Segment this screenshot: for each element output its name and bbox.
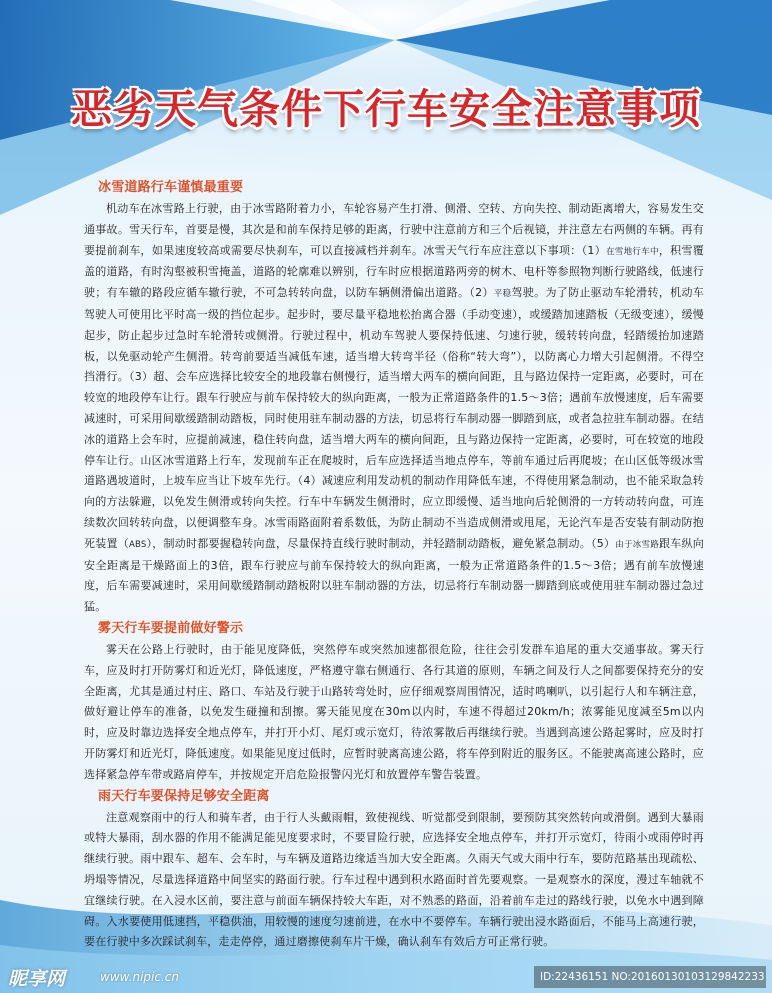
section-heading-rain: 雨天行车要保持足够安全距离 [98, 788, 270, 804]
article-body [84, 177, 704, 953]
page-title: 恶劣天气条件下行车安全注意事项 [71, 85, 701, 133]
section-fog [84, 618, 704, 786]
section-rain [84, 786, 704, 954]
section-snow [84, 177, 704, 618]
section-paragraph-rain: 注意观察雨中的行人和骑车者，由于行人头戴雨帽，致使视线、听觉都受到限制，要预防其突然转向或滑倒。遇到大暴雨或特大暴雨，刮水器的作用不能满足能见度要求时，不要冒险行驶，应选择安全地点停车，并打开示宽灯，待雨小或雨停时再继续行驶。雨中跟车、超车、会车时，与车辆及道路边缘适当加大安全距离。久雨天气或大雨中行车，要防范路基出现疏松、坍塌等情况，尽量选择道路中间坚实的路面行驶。行车过程中遇到积水路面时首先要观察。一是观察水的深度，漫过车轴就不宜继续行驶。在入浸水区前，要注意与前面车辆保持较大车距，对不熟悉的路面，沿着前车走过的路线行驶，以免水中遇到障碍。入水要使用低速挡，平稳供油，用较慢的速度匀速前进，在水中不要停车。车辆行驶出浸水路面后，不能马上高速行驶，要在行驶中多次踩试刹车，走走停停，通过磨擦使刹车片干燥，确认刹车有效后方可正常行驶。 [84, 810, 704, 949]
section-heading-snow: 冰雪道路行车谨慎最重要 [98, 180, 244, 195]
watermark-url: www.nipic.cn [100, 970, 179, 984]
section-paragraph-fog: 雾天在公路上行驶时，由于能见度降低，突然停车或突然加速都很危险，往往会引发群车追尾的重大交通事故。雾天行车，应及时打开防雾灯和近光灯，降低速度，严格遵守靠右侧通行、各行其道的原则，车辆之间及行人之间都要保持充分的安全距离，尤其是通过村庄、路口、车站及行驶于山路转弯处时，应仔细观察周围情况，适时鸣喇叭，以引起行人和车辆注意，做好避让停车的准备，以免发生碰撞和刮擦。雾天能见度在30m以内时，车速不得超过20km/h；浓雾能见度减至5m以内时，应及时靠边选择安全地点停车，并打开小灯、尾灯或示宽灯，待浓雾散后再继续行驶。当遇到高速公路起雾时，应及时打开防雾灯和近光灯，降低速度。如果能见度过低时，应暂时驶离高速公路，将车停到附近的服务区。不能驶离高速公路时，应选择紧急停车带或路肩停车，并按规定开启危险报警闪光灯和放置停车警告装置。 [84, 642, 704, 781]
section-heading-fog: 雾天行车要提前做好警示 [98, 620, 244, 636]
section-paragraph-snow: 机动车在冰雪路上行驶，由于冰雪路附着力小，车轮容易产生打滑、侧滑、空转、方向失控、制动距离增大，容易发生交通事故。雪天行车，首要是慢，其次是和前车保持足够的距离，行驶中注意前方和三个后视镜，并注意左右两侧的车辆。再有要提前刹车，如果速度较高或需要尽快刹车，可以直接减档并刹车。冰雪天气行车应注意以下事项：（1）在雪地行车中，积雪覆盖的道路，有时沟壑被积雪掩盖，道路的轮廓难以辨别，行车时应根据道路两旁的树木、电杆等参照物判断行驶路线，低速行驶；有车辙的路段应循车辙行驶，不可急转转向盘，以防车辆侧滑偏出道路。（2）平稳驾驶。为了防止驱动车轮滑转，机动车驾驶人可使用比平时高一级的挡位起步。起步时，要尽量平稳地松抬离合器（手动变速），或缓踏加速踏板（无级变速），缓慢起步，防止起步过急时车轮滑转或侧滑。行驶过程中，机动车驾驶人要保持低速、匀速行驶，缓转转向盘，轻踏缓抬加速踏板，以免驱动轮产生侧滑。转弯前要适当减低车速，适当增大转弯半径（俗称“转大弯”），以防离心力增大引起侧滑。不得空挡滑行。（3）超、会车应选择比较安全的地段靠右侧慢行，适当增大两车的横向间距，且与路边保持一定距离，必要时，可在较宽的地段停车让行。跟车行驶应与前车保持较大的纵向距离，一般为正常道路条件的1.5～3倍；遇前车放慢速度，后车需要减速时，可采用间歇缓踏制动踏板，同时使用驻车制动器的方法，切忌将行车制动器一脚踏到底，或者急拉驻车制动器。在结冰的道路上会车时，应提前减速，稳住转向盘，适当增大两车的横向间距，且与路边保持一定距离，必要时，可在较宽的地段停车让行。山区冰雪道路上行车，发现前车正在爬坡时，后车应选择适当地点停车，等前车通过后再爬坡；在山区低等级冰雪道路遇坡道时，上坡车应当让下坡车先行。（4）减速应利用发动机的制动作用降低车速，不得使用紧急制动，也不能采取急转向的方法躲避，以免发生侧滑或转向失控。行车中车辆发生侧滑时，应立即缓慢、适当地向后轮侧滑的一方转动转向盘，可连续数次回转转向盘，以便调整车身。冰雪雨路面附着系数低，为防止制动不当造成侧滑或甩尾，无论汽车是否安装有制动防抱死装置（ABS），制动时都要握稳转向盘，尽量保持直线行驶时制动，并轻踏制动踏板，避免紧急制动。（5）由于冰雪路跟车纵向安全距离是干燥路面上的3倍，跟车行驶应与前车保持较大的纵向距离，一般为正常道路条件的1.5～3倍；遇有前车放慢速度，后车需要减速时，采用间歇缓踏制动踏板附以驻车制动器的方法，切忌将行车制动器一脚踏到底或使用驻车制动器过急过猛。 [84, 202, 704, 614]
image-id-label: ID:22436151 NO:20160130103129842233 [534, 966, 766, 988]
watermark-logo: 昵享网 [8, 968, 66, 990]
